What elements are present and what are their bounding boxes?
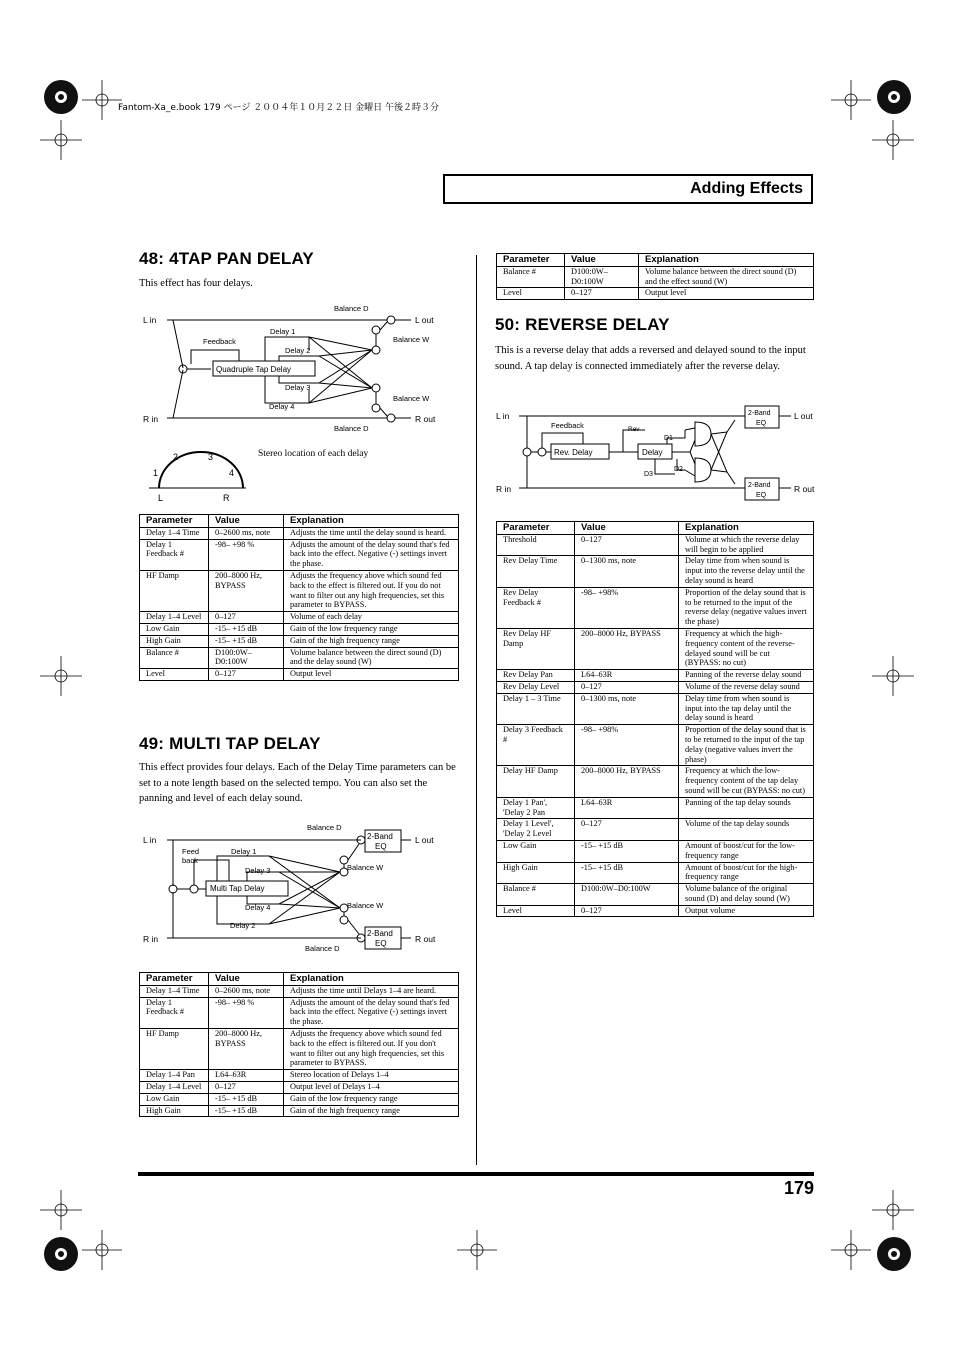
eq-top-line2: EQ <box>375 842 387 851</box>
param-explanation-cell: Panning of the reverse delay sound <box>679 670 814 682</box>
param-explanation-cell: Volume at which the reverse delay will begin to be applied <box>679 534 814 556</box>
param-name-cell: Rev Delay Pan <box>497 670 575 682</box>
balance-d-bottom-label: Balance D <box>305 944 340 953</box>
footer-rule <box>138 1172 814 1176</box>
param-explanation-cell: Frequency at which the high-frequency content of the reverse-delayed sound will be cut (BYPASS: no cut) <box>679 628 814 669</box>
left-label: L <box>158 493 164 503</box>
section-49-title: 49: MULTI TAP DELAY <box>139 734 321 753</box>
table-row <box>140 635 459 647</box>
param-name-cell: Balance # <box>497 266 565 288</box>
param-explanation-cell: Volume balance between the direct sound (D) and the effect sound (W) <box>639 266 814 288</box>
d2-label: D2 <box>674 466 683 473</box>
d3-label: D3 <box>644 471 653 478</box>
page-number: 179 <box>783 1178 814 1198</box>
table-row <box>497 556 814 587</box>
param-value-cell: -15– +15 dB <box>209 635 284 647</box>
param-value-cell: -98– +98 % <box>209 997 284 1028</box>
table-row <box>140 1028 459 1069</box>
param-value-cell: L64–63R <box>209 1070 284 1082</box>
param-explanation-cell: Delay time from when sound is input into the reverse delay until the delay sound is heard <box>679 556 814 587</box>
col-explanation: Explanation <box>679 522 814 535</box>
l-out-label: L out <box>415 835 434 845</box>
param-explanation-cell: Output level <box>639 288 814 300</box>
col-parameter: Parameter <box>140 515 209 528</box>
table-row <box>140 570 459 611</box>
balance-w-bottom-label: Balance W <box>347 901 384 910</box>
param-name-cell: HF Damp <box>140 570 209 611</box>
eq-top-line1: 2-Band <box>748 410 771 417</box>
r-out-label: R out <box>415 934 436 944</box>
param-name-cell: Delay 1–4 Level <box>140 1081 209 1093</box>
delay-block: Delay <box>642 448 663 457</box>
l-out-label: L out <box>415 315 434 325</box>
param-explanation-cell: Amount of boost/cut for the low-frequency range <box>679 840 814 862</box>
pos-1-label: 1 <box>153 468 159 478</box>
table-row <box>140 1093 459 1105</box>
param-value-cell: -15– +15 dB <box>209 623 284 635</box>
r-out-label: R out <box>794 484 815 494</box>
param-value-cell: -15– +15 dB <box>575 862 679 884</box>
param-name-cell: Delay HF Damp <box>497 766 575 797</box>
stereo-caption: Stereo location of each delay <box>258 449 369 459</box>
param-name-cell: Low Gain <box>140 623 209 635</box>
param-name-cell: High Gain <box>140 1105 209 1117</box>
r-out-label: R out <box>415 414 436 424</box>
balance-d-top-label: Balance D <box>334 304 369 313</box>
param-explanation-cell: Volume of the reverse delay sound <box>679 681 814 693</box>
param-explanation-cell: Frequency at which the low-frequency content of the tap delay sound will be cut (BYPASS: no cut) <box>679 766 814 797</box>
balance-w-top-label: Balance W <box>393 335 430 344</box>
table-row <box>140 1105 459 1117</box>
table-row <box>497 905 814 917</box>
pos-3-label: 3 <box>208 452 214 462</box>
table-row <box>140 647 459 669</box>
param-name-cell: Level <box>140 669 209 681</box>
param-explanation-cell: Volume balance between the direct sound (D) and the delay sound (W) <box>284 647 459 669</box>
param-value-cell: -15– +15 dB <box>209 1105 284 1117</box>
param-value-cell: 0–127 <box>565 288 639 300</box>
section-50-desc: This is a reverse delay that adds a reversed and delayed sound to the input sound. A tap delay is connected immediately after the reverse delay. <box>495 345 806 372</box>
col-explanation: Explanation <box>284 515 459 528</box>
eq-top-line2: EQ <box>756 420 767 427</box>
param-value-cell: -15– +15 dB <box>575 840 679 862</box>
book-info: Fantom-Xa_e.book 179 ページ ２００４年１０月２２日 金曜日 午後２時３分 <box>118 103 439 113</box>
col-parameter: Parameter <box>140 973 209 986</box>
starburst-icon <box>877 80 911 114</box>
feedback-label: Feedback <box>203 337 236 346</box>
param-name-cell: Balance # <box>497 884 575 906</box>
back-label: back <box>182 856 198 865</box>
table-row <box>497 670 814 682</box>
delay-3-label: Delay 3 <box>245 866 271 875</box>
crosshair-icon <box>831 80 871 120</box>
param-explanation-cell: Proportion of the delay sound that is to be returned to the input of the reverse delay (negative values invert the phase) <box>679 587 814 628</box>
eq-bottom-line2: EQ <box>756 492 767 499</box>
l-in-label: L in <box>143 315 157 325</box>
col-parameter: Parameter <box>497 522 575 535</box>
param-name-cell: Balance # <box>140 647 209 669</box>
table-row <box>140 539 459 570</box>
param-table-50 <box>496 521 814 917</box>
param-name-cell: Delay 1–4 Pan <box>140 1070 209 1082</box>
param-value-cell: 0–127 <box>575 819 679 841</box>
table-row <box>497 840 814 862</box>
table-row <box>497 681 814 693</box>
eq-bottom-line1: 2-Band <box>748 482 771 489</box>
param-value-cell: 200–8000 Hz, BYPASS <box>575 628 679 669</box>
param-name-cell: Delay 1 Feedback # <box>140 997 209 1028</box>
table-row <box>140 527 459 539</box>
table-row <box>140 623 459 635</box>
crosshair-icon <box>40 1190 82 1230</box>
d1-label: D1 <box>664 435 673 442</box>
param-value-cell: 200–8000 Hz, BYPASS <box>575 766 679 797</box>
param-explanation-cell: Amount of boost/cut for the high-frequency range <box>679 862 814 884</box>
param-name-cell: Low Gain <box>140 1093 209 1105</box>
col-parameter: Parameter <box>497 254 565 267</box>
section-header <box>443 174 813 204</box>
balance-d-bottom-label: Balance D <box>334 424 369 433</box>
col-value: Value <box>575 522 679 535</box>
param-value-cell: D100:0W–D0:100W <box>575 884 679 906</box>
table-row <box>140 1070 459 1082</box>
param-value-cell: 0–2600 ms, note <box>209 985 284 997</box>
r-in-label: R in <box>143 934 159 944</box>
section-48-title: 48: 4TAP PAN DELAY <box>139 249 314 268</box>
param-name-cell: Low Gain <box>497 840 575 862</box>
table-row <box>497 628 814 669</box>
param-value-cell: 200–8000 Hz, BYPASS <box>209 570 284 611</box>
table-row <box>497 766 814 797</box>
crosshair-icon <box>457 1230 497 1270</box>
param-name-cell: Delay 1 Pan', 'Delay 2 Pan <box>497 797 575 819</box>
param-value-cell: -98– +98% <box>575 587 679 628</box>
param-value-cell: 0–127 <box>209 612 284 624</box>
param-value-cell: 0–127 <box>575 534 679 556</box>
param-explanation-cell: Volume of each delay <box>284 612 459 624</box>
delay-2-label: Delay 2 <box>230 921 256 930</box>
multi-tap-delay-block: Multi Tap Delay <box>210 884 265 893</box>
param-explanation-cell: Panning of the tap delay sounds <box>679 797 814 819</box>
pos-4-label: 4 <box>229 468 235 478</box>
param-value-cell: -98– +98 % <box>209 539 284 570</box>
crosshair-icon <box>82 1230 122 1270</box>
delay-1-label: Delay 1 <box>231 847 257 856</box>
param-explanation-cell: Gain of the low frequency range <box>284 623 459 635</box>
table-row <box>497 288 814 300</box>
delay-4-label: Delay 4 <box>269 402 295 411</box>
param-name-cell: Delay 3 Feedback # <box>497 725 575 766</box>
column-divider <box>476 255 477 1165</box>
param-explanation-cell: Output level <box>284 669 459 681</box>
param-name-cell: Rev Delay Level <box>497 681 575 693</box>
rev-label: Rev <box>628 426 640 433</box>
param-value-cell: 0–127 <box>209 1081 284 1093</box>
param-explanation-cell: Delay time from when sound is input into the tap delay until the delay sound is heard <box>679 693 814 724</box>
param-table-49 <box>139 972 459 1117</box>
param-explanation-cell: Adjusts the amount of the delay sound that's fed back into the effect. Negative (-) settings invert the phase. <box>284 539 459 570</box>
param-value-cell: 200–8000 Hz, BYPASS <box>209 1028 284 1069</box>
param-name-cell: High Gain <box>497 862 575 884</box>
balance-w-bottom-label: Balance W <box>393 394 430 403</box>
eq-top-line1: 2-Band <box>367 832 393 841</box>
param-value-cell: 0–1300 ms, note <box>575 693 679 724</box>
param-name-cell: Threshold <box>497 534 575 556</box>
col-value: Value <box>209 973 284 986</box>
l-out-label: L out <box>794 411 813 421</box>
param-explanation-cell: Output volume <box>679 905 814 917</box>
section-50-title: 50: REVERSE DELAY <box>495 315 670 334</box>
col-value: Value <box>209 515 284 528</box>
param-name-cell: Delay 1–4 Time <box>140 985 209 997</box>
table-row <box>140 669 459 681</box>
rev-delay-block: Rev. Delay <box>554 448 593 457</box>
crosshair-icon <box>872 120 914 160</box>
table-row <box>140 612 459 624</box>
crosshair-icon <box>831 1230 871 1270</box>
param-explanation-cell: Gain of the low frequency range <box>284 1093 459 1105</box>
param-explanation-cell: Adjusts the frequency above which sound fed back to the effect is filtered out. If you do not want to filter out any high frequencies, set this parameter to BYPASS. <box>284 570 459 611</box>
param-name-cell: HF Damp <box>140 1028 209 1069</box>
crosshair-icon <box>40 120 82 160</box>
param-explanation-cell: Adjusts the amount of the delay sound that's fed back into the effect. Negative (-) settings invert the phase. <box>284 997 459 1028</box>
param-value-cell: L64–63R <box>575 670 679 682</box>
param-name-cell: Delay 1 – 3 Time <box>497 693 575 724</box>
param-value-cell: 0–127 <box>575 905 679 917</box>
param-name-cell: Delay 1 Level', 'Delay 2 Level <box>497 819 575 841</box>
crosshair-icon <box>82 80 122 120</box>
param-explanation-cell: Adjusts the time until Delays 1–4 are heard. <box>284 985 459 997</box>
param-name-cell: Delay 1 Feedback # <box>140 539 209 570</box>
table-row <box>140 985 459 997</box>
l-in-label: L in <box>496 411 510 421</box>
param-value-cell: D100:0W– D0:100W <box>209 647 284 669</box>
crosshair-icon <box>40 656 82 696</box>
l-in-label: L in <box>143 835 157 845</box>
table-row <box>140 1081 459 1093</box>
param-value-cell: D100:0W– D0:100W <box>565 266 639 288</box>
col-explanation: Explanation <box>639 254 814 267</box>
param-name-cell: Level <box>497 288 565 300</box>
balance-d-top-label: Balance D <box>307 823 342 832</box>
diagram-4tap-pan-delay <box>139 300 459 435</box>
param-value-cell: 0–1300 ms, note <box>575 556 679 587</box>
starburst-icon <box>44 80 78 114</box>
param-value-cell: 0–127 <box>575 681 679 693</box>
delay-4-label: Delay 4 <box>245 903 271 912</box>
right-label: R <box>223 493 230 503</box>
param-value-cell: 0–127 <box>209 669 284 681</box>
table-row <box>497 587 814 628</box>
stereo-location-diagram <box>139 445 459 507</box>
param-value-cell: -98– +98% <box>575 725 679 766</box>
table-row <box>497 819 814 841</box>
starburst-icon <box>877 1237 911 1271</box>
table-row <box>497 725 814 766</box>
col-value: Value <box>565 254 639 267</box>
table-row <box>497 862 814 884</box>
table-row <box>140 997 459 1028</box>
r-in-label: R in <box>143 414 159 424</box>
param-name-cell: Delay 1–4 Level <box>140 612 209 624</box>
delay-1-label: Delay 1 <box>270 327 296 336</box>
section-title: Adding Effects <box>690 180 803 197</box>
param-value-cell: -15– +15 dB <box>209 1093 284 1105</box>
col-explanation: Explanation <box>284 973 459 986</box>
param-explanation-cell: Output level of Delays 1–4 <box>284 1081 459 1093</box>
table-row <box>497 266 814 288</box>
param-explanation-cell: Volume of the tap delay sounds <box>679 819 814 841</box>
r-in-label: R in <box>496 484 512 494</box>
param-name-cell: Rev Delay Time <box>497 556 575 587</box>
balance-w-top-label: Balance W <box>347 863 384 872</box>
param-name-cell: Rev Delay HF Damp <box>497 628 575 669</box>
param-table-48 <box>139 514 459 681</box>
quadruple-tap-delay-block: Quadruple Tap Delay <box>216 365 292 374</box>
feed-label: Feed <box>182 847 200 856</box>
delay-3-label: Delay 3 <box>285 383 311 392</box>
table-row <box>497 884 814 906</box>
param-explanation-cell: Adjusts the time until the delay sound is heard. <box>284 527 459 539</box>
param-name-cell: Delay 1–4 Time <box>140 527 209 539</box>
param-name-cell: Level <box>497 905 575 917</box>
diagram-reverse-delay <box>495 400 817 505</box>
param-explanation-cell: Gain of the high frequency range <box>284 1105 459 1117</box>
param-explanation-cell: Adjusts the frequency above which sound fed back to the effect is filtered out. If you don't want to filter out any high frequencies, set this parameter to BYPASS. <box>284 1028 459 1069</box>
param-value-cell: L64–63R <box>575 797 679 819</box>
delay-2-label: Delay 2 <box>285 346 311 355</box>
eq-bottom-line1: 2-Band <box>367 929 393 938</box>
table-row <box>497 693 814 724</box>
param-explanation-cell: Proportion of the delay sound that is to be returned to the input of the tap delay (negative values invert the phase) <box>679 725 814 766</box>
starburst-icon <box>44 1237 78 1271</box>
crosshair-icon <box>872 656 914 696</box>
crosshair-icon <box>872 1190 914 1230</box>
param-name-cell: Rev Delay Feedback # <box>497 587 575 628</box>
param-explanation-cell: Stereo location of Delays 1–4 <box>284 1070 459 1082</box>
feedback-label: Feedback <box>551 421 584 430</box>
param-explanation-cell: Volume balance of the original sound (D) and delay sound (W) <box>679 884 814 906</box>
section-48-desc: This effect has four delays. <box>139 278 253 289</box>
eq-bottom-line2: EQ <box>375 939 387 948</box>
param-value-cell: 0–2600 ms, note <box>209 527 284 539</box>
pos-2-label: 2 <box>173 452 179 462</box>
param-explanation-cell: Gain of the high frequency range <box>284 635 459 647</box>
param-name-cell: High Gain <box>140 635 209 647</box>
diagram-multi-tap-delay <box>139 820 459 955</box>
section-49-desc: This effect provides four delays. Each of the Delay Time parameters can be set to a note length based on the selected tempo. You can also set the panning and level of each delay sound. <box>139 762 456 804</box>
param-table-49-continued <box>496 253 814 300</box>
table-row <box>497 797 814 819</box>
table-row <box>497 534 814 556</box>
